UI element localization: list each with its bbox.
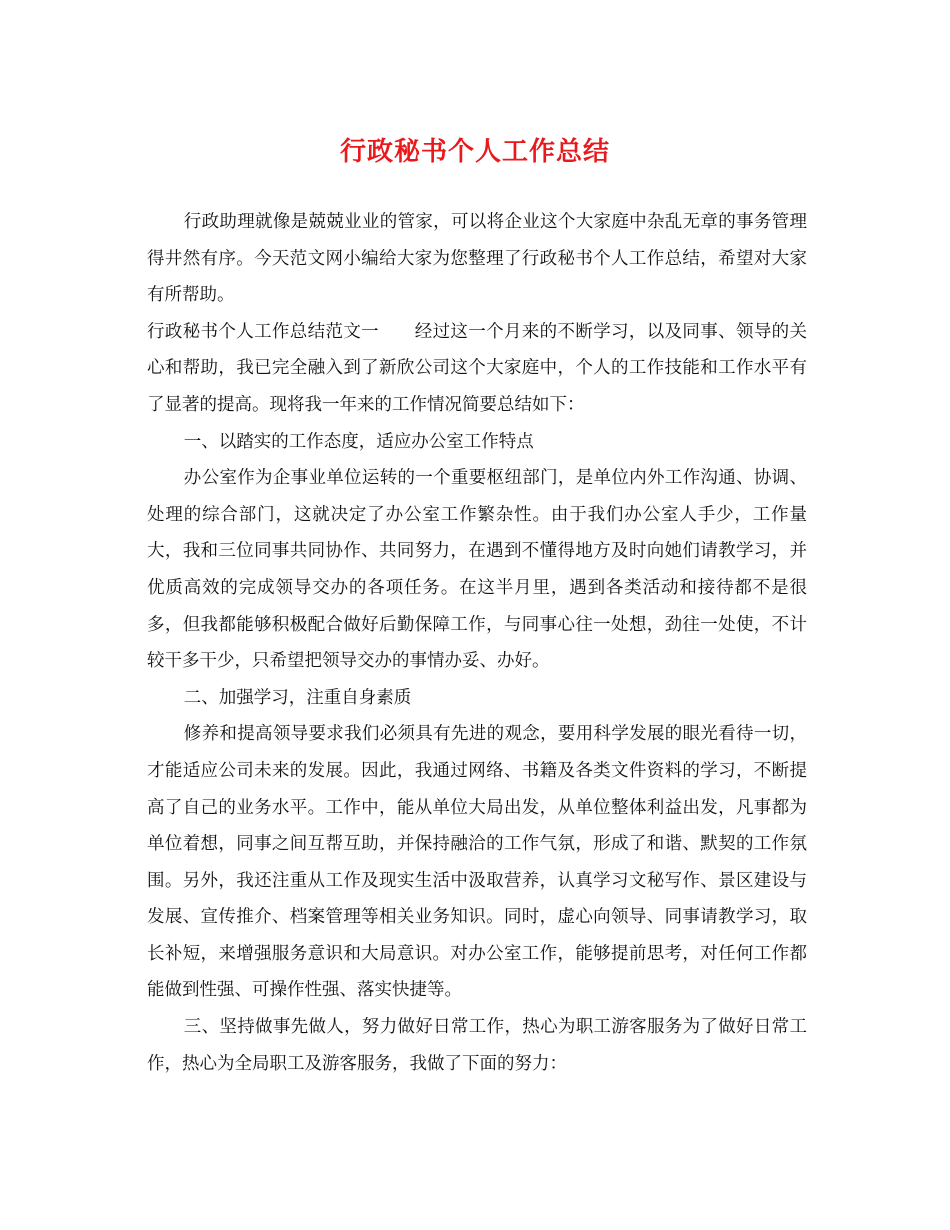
sample-spacer	[379, 322, 415, 342]
section-1-body: 办公室作为企事业单位运转的一个重要枢纽部门，是单位内外工作沟通、协调、处理的综合部门，这就决定了办公室工作繁杂性。由于我们办公室人手少，工作量大，我和三位同事共同协作、共同努力，在遇到不懂得地方及时向她们请教学习，并优质高效的完成领导交办的各项任务。在这半月里，遇到各类活动和接待都不是很多，但我都能够积极配合做好后勤保障工作，与同事心往一处想，劲往一处使，不计较干多干少，只希望把领导交办的事情办妥、办好。	[147, 468, 807, 672]
section-1-heading: 一、以踏实的工作态度，适应办公室工作特点	[183, 431, 534, 452]
sample-text: 经过这一个月来的不断学习，以及同事、领导的关心和帮助，我已完全融入到了新欣公司这个大家庭中，个人的工作技能和工作水平有了显著的提高。现将我一年来的工作情况简要总结如下：	[147, 321, 808, 415]
sample-paragraph	[147, 314, 807, 424]
section-3-paragraph: 三、坚持做事先做人，努力做好日常工作，热心为职工游客服务为了做好日常工作，热心为全局职工及游客服务，我做了下面的努力：	[147, 1017, 807, 1074]
document-body	[147, 204, 807, 1082]
sample-heading: 行政秘书个人工作总结范文一	[147, 321, 380, 342]
document-title: 行政秘书个人工作总结	[339, 137, 610, 167]
section-2-body: 修养和提高领导要求我们必须具有先进的观念，要用科学发展的眼光看待一切，才能适应公司未来的发展。因此，我通过网络、书籍及各类文件资料的学习，不断提高了自己的业务水平。工作中，能从单位大局出发，从单位整体利益出发，凡事都为单位着想，同事之间互帮互助，并保持融洽的工作气氛，形成了和谐、默契的工作氛围。另外，我还注重从工作及现实生活中汲取营养，认真学习文秘写作、景区建设与发展、宣传推介、档案管理等相关业务知识。同时，虚心向领导、同事请教学习，取长补短，来增强服务意识和大局意识。对办公室工作，能够提前思考，对任何工作都能做到性强、可操作性强、落实快捷等。	[147, 724, 807, 1001]
intro-paragraph: 行政助理就像是兢兢业业的管家，可以将企业这个大家庭中杂乱无章的事务管理得井然有序。今天范文网小编给大家为您整理了行政秘书个人工作总结，希望对大家有所帮助。	[147, 212, 807, 306]
section-2-heading: 二、加强学习，注重自身素质	[183, 687, 412, 708]
